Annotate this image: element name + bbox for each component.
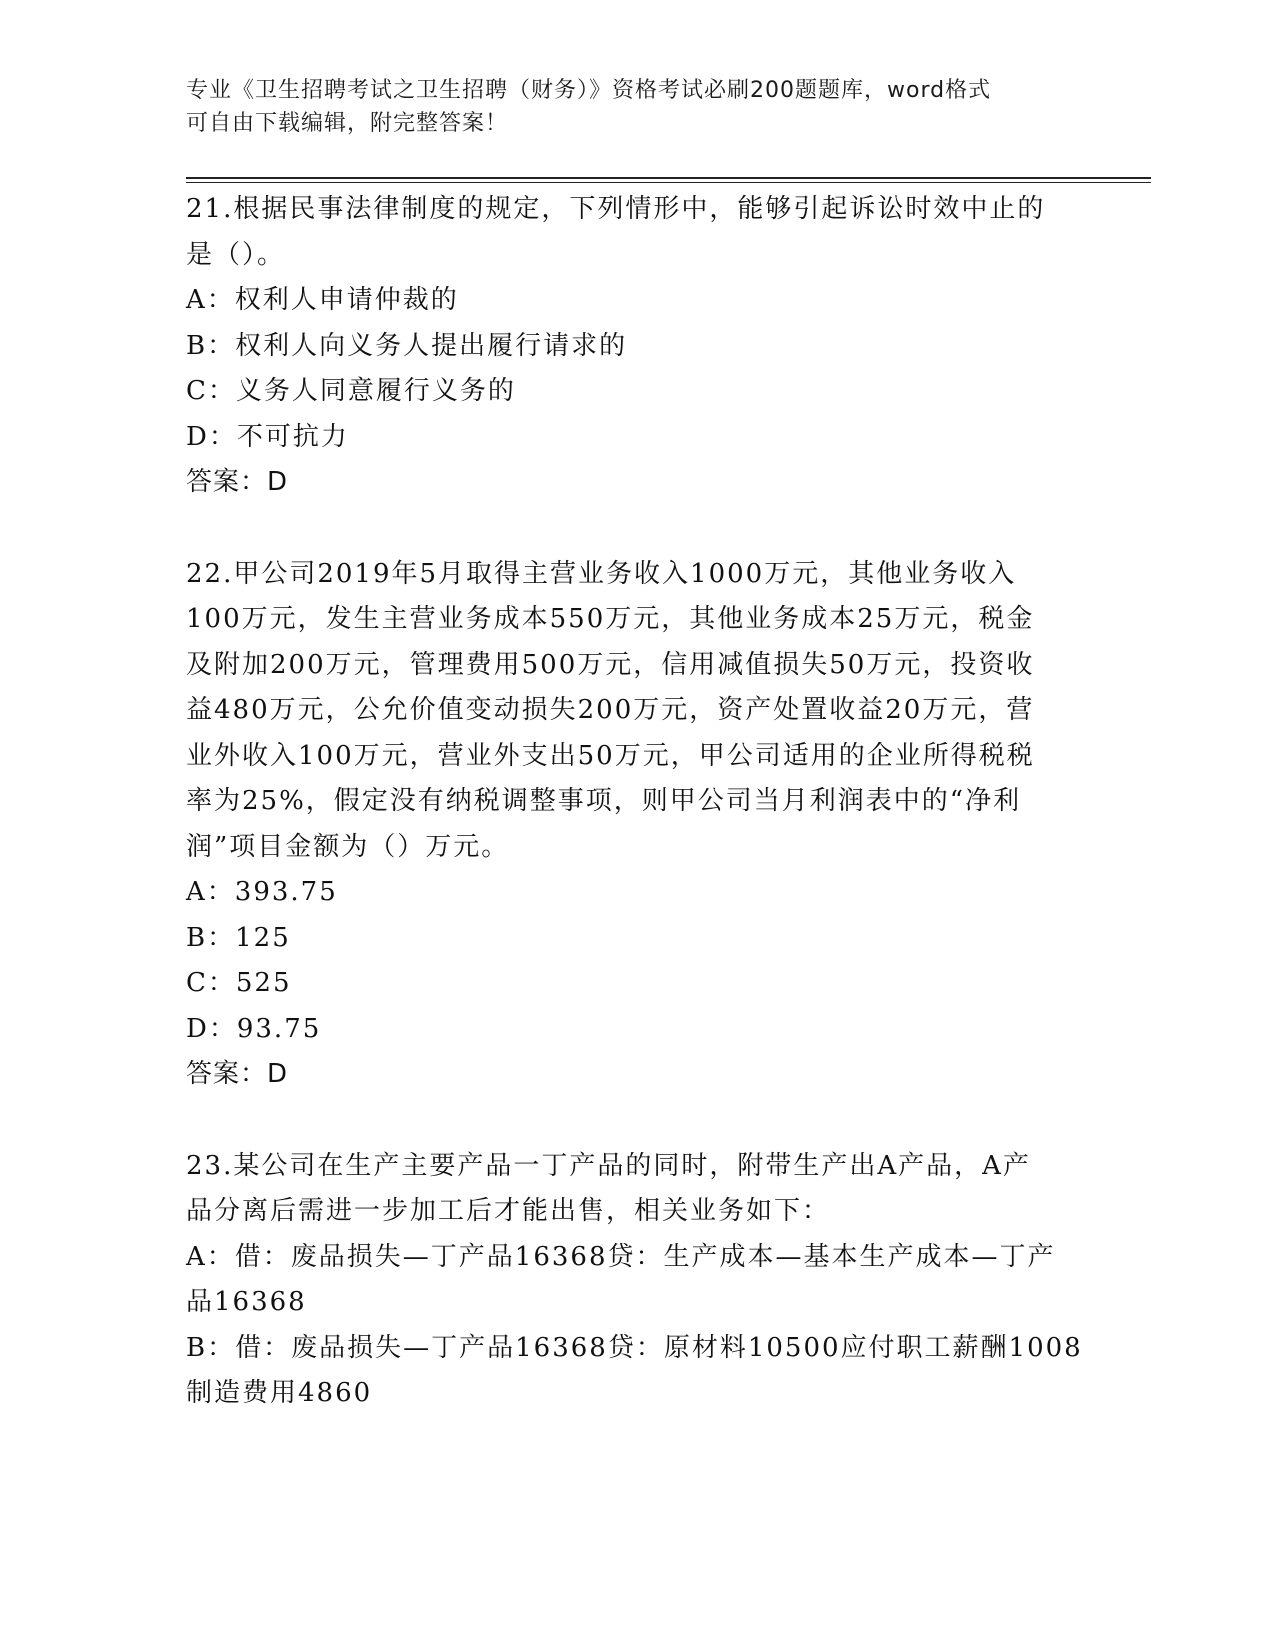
answer: 答案：D	[186, 1059, 289, 1089]
question-text-line: 及附加200万元，管理费用500万元，信用减值损失50万元，投资收	[186, 649, 1035, 680]
question-text-line: 益480万元，公允价值变动损失200万元，资产处置收益20万元，营	[186, 695, 1035, 725]
option-a: A：393.75	[186, 877, 338, 907]
option-c: C：义务人同意履行义务的	[186, 376, 516, 406]
question-23	[186, 1144, 1086, 1417]
question-text-line: 率为25%，假定没有纳税调整事项，则甲公司当月利润表中的“净利	[186, 786, 1022, 816]
option-a: A：借：废品损失—丁产品16368贷：生产成本—基本生产成本—丁产	[186, 1241, 1056, 1272]
header-line-1: 专业《卫生招聘考试之卫生招聘（财务）》资格考试必刷200题题库，word格式	[186, 78, 992, 103]
question-text-line: 21.根据民事法律制度的规定，下列情形中，能够引起诉讼时效中止的	[186, 194, 1046, 224]
option-b: B：借：废品损失—丁产品16368贷：原材料10500应付职工薪酬1008	[186, 1332, 1083, 1363]
question-text-line: 22.甲公司2019年5月取得主营业务收入1000万元，其他业务收入	[186, 558, 1017, 589]
question-text-line: 品分离后需进一步加工后才能出售，相关业务如下：	[186, 1196, 831, 1226]
option-b: B：权利人向义务人提出履行请求的	[186, 330, 628, 361]
spacer	[186, 506, 1086, 552]
option-a: A：权利人申请仲裁的	[186, 285, 459, 315]
question-content	[186, 187, 1086, 1417]
option-a-continued: 品16368	[186, 1287, 307, 1317]
document-header	[186, 74, 1066, 140]
question-text-line: 23.某公司在生产主要产品一丁产品的同时，附带生产出A产品，A产	[186, 1150, 1031, 1181]
option-b: B：125	[186, 922, 291, 953]
question-text-line: 业外收入100万元，营业外支出50万元，甲公司适用的企业所得税税	[186, 740, 1035, 771]
answer: 答案：D	[186, 467, 289, 497]
option-d: D：不可抗力	[186, 421, 349, 452]
question-text-line: 润”项目金额为（）万元。	[186, 831, 510, 862]
question-text-line: 100万元，发生主营业务成本550万元，其他业务成本25万元，税金	[186, 604, 1035, 634]
header-divider-thin	[186, 182, 1151, 183]
option-b-continued: 制造费用4860	[186, 1378, 373, 1408]
question-21	[186, 187, 1086, 506]
header-divider-thick	[186, 177, 1151, 179]
option-d: D：93.75	[186, 1013, 322, 1044]
header-line-2: 可自由下载编辑，附完整答案！	[186, 111, 509, 136]
option-c: C：525	[186, 968, 292, 998]
spacer	[186, 1098, 1086, 1144]
question-text-line: 是（）。	[186, 239, 286, 270]
question-22	[186, 552, 1086, 1098]
